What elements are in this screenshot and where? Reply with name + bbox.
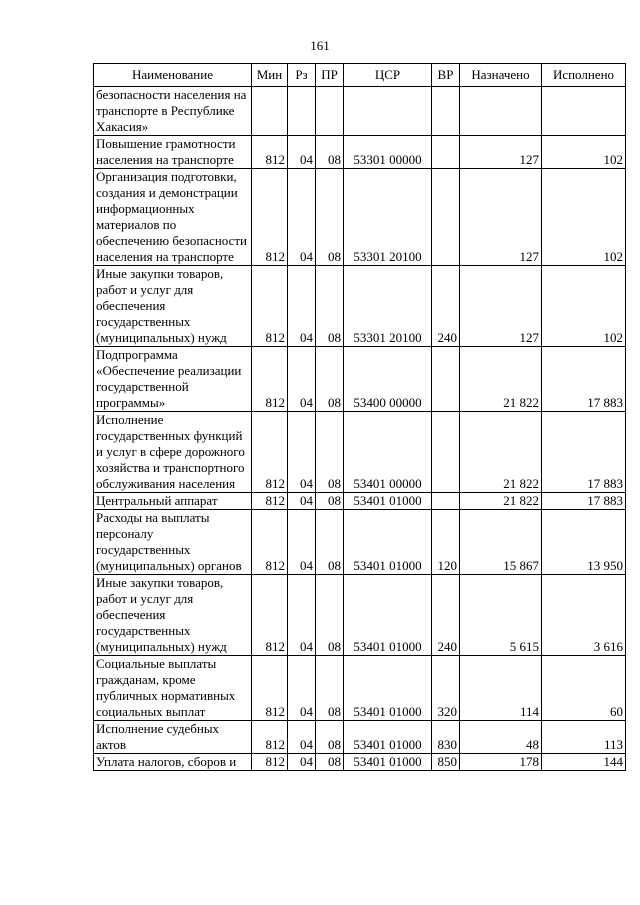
cell-pr: 08 xyxy=(316,493,344,510)
cell-name: Повышение грамотности населения на транспорте xyxy=(94,136,252,169)
cell-name: безопасности населения на транспорте в Республике Хакасия» xyxy=(94,87,252,136)
cell-vr xyxy=(432,87,460,136)
cell-csr: 53401 00000 xyxy=(344,412,432,493)
table-row xyxy=(94,169,626,266)
cell-planned: 114 xyxy=(460,656,542,721)
cell-csr: 53301 20100 xyxy=(344,169,432,266)
cell-pr: 08 xyxy=(316,721,344,754)
cell-planned: 21 822 xyxy=(460,412,542,493)
cell-rz: 04 xyxy=(288,656,316,721)
table-row xyxy=(94,493,626,510)
cell-name: Центральный аппарат xyxy=(94,493,252,510)
cell-pr: 08 xyxy=(316,510,344,575)
cell-planned: 127 xyxy=(460,169,542,266)
cell-vr xyxy=(432,347,460,412)
cell-name: Иные закупки товаров, работ и услуг для обеспечения государственных (муниципальных) нужд xyxy=(94,266,252,347)
table-header-row xyxy=(94,64,626,87)
cell-min: 812 xyxy=(252,656,288,721)
cell-csr: 53301 20100 xyxy=(344,266,432,347)
cell-rz: 04 xyxy=(288,493,316,510)
cell-executed: 17 883 xyxy=(542,412,626,493)
cell-csr: 53400 00000 xyxy=(344,347,432,412)
cell-pr: 08 xyxy=(316,412,344,493)
cell-vr xyxy=(432,169,460,266)
cell-csr: 53401 01000 xyxy=(344,656,432,721)
header-pr: ПР xyxy=(316,64,344,87)
cell-planned xyxy=(460,87,542,136)
cell-vr: 320 xyxy=(432,656,460,721)
table-row xyxy=(94,510,626,575)
cell-executed xyxy=(542,87,626,136)
budget-table xyxy=(93,63,626,771)
cell-planned: 48 xyxy=(460,721,542,754)
cell-min: 812 xyxy=(252,412,288,493)
cell-rz: 04 xyxy=(288,575,316,656)
cell-vr: 240 xyxy=(432,575,460,656)
cell-csr: 53401 01000 xyxy=(344,575,432,656)
cell-planned: 5 615 xyxy=(460,575,542,656)
cell-name: Исполнение государственных функций и услуг в сфере дорожного хозяйства и транспортного обслуживания населения xyxy=(94,412,252,493)
cell-name: Расходы на выплаты персоналу государственных (муниципальных) органов xyxy=(94,510,252,575)
cell-rz: 04 xyxy=(288,347,316,412)
cell-min: 812 xyxy=(252,347,288,412)
header-planned: Назначено xyxy=(460,64,542,87)
cell-executed: 17 883 xyxy=(542,347,626,412)
cell-rz: 04 xyxy=(288,510,316,575)
table-row xyxy=(94,721,626,754)
page-number: 161 xyxy=(310,38,330,53)
cell-executed: 102 xyxy=(542,266,626,347)
header-csr: ЦСР xyxy=(344,64,432,87)
cell-executed: 3 616 xyxy=(542,575,626,656)
cell-planned: 178 xyxy=(460,754,542,771)
cell-min xyxy=(252,87,288,136)
table-row xyxy=(94,412,626,493)
cell-vr xyxy=(432,412,460,493)
cell-min: 812 xyxy=(252,754,288,771)
cell-rz: 04 xyxy=(288,412,316,493)
cell-pr xyxy=(316,87,344,136)
table-body xyxy=(94,87,626,771)
cell-executed: 60 xyxy=(542,656,626,721)
cell-csr: 53401 01000 xyxy=(344,721,432,754)
cell-vr: 850 xyxy=(432,754,460,771)
cell-min: 812 xyxy=(252,136,288,169)
cell-pr: 08 xyxy=(316,136,344,169)
cell-vr: 120 xyxy=(432,510,460,575)
cell-pr: 08 xyxy=(316,266,344,347)
cell-executed: 144 xyxy=(542,754,626,771)
cell-vr xyxy=(432,493,460,510)
cell-planned: 15 867 xyxy=(460,510,542,575)
cell-csr: 53401 01000 xyxy=(344,510,432,575)
cell-planned: 127 xyxy=(460,136,542,169)
cell-pr: 08 xyxy=(316,575,344,656)
cell-name: Подпрограмма «Обеспечение реализации государственной программы» xyxy=(94,347,252,412)
cell-executed: 17 883 xyxy=(542,493,626,510)
cell-min: 812 xyxy=(252,169,288,266)
cell-name: Исполнение судебных актов xyxy=(94,721,252,754)
header-vr: ВР xyxy=(432,64,460,87)
header-rz: Рз xyxy=(288,64,316,87)
cell-name: Иные закупки товаров, работ и услуг для обеспечения государственных (муниципальных) нужд xyxy=(94,575,252,656)
cell-pr: 08 xyxy=(316,754,344,771)
cell-executed: 102 xyxy=(542,136,626,169)
table-row xyxy=(94,347,626,412)
cell-vr xyxy=(432,136,460,169)
table-row xyxy=(94,87,626,136)
cell-pr: 08 xyxy=(316,169,344,266)
cell-executed: 113 xyxy=(542,721,626,754)
cell-csr: 53401 01000 xyxy=(344,493,432,510)
cell-min: 812 xyxy=(252,266,288,347)
cell-name: Уплата налогов, сборов и xyxy=(94,754,252,771)
table-row xyxy=(94,575,626,656)
cell-planned: 21 822 xyxy=(460,493,542,510)
cell-min: 812 xyxy=(252,721,288,754)
cell-csr: 53301 00000 xyxy=(344,136,432,169)
cell-executed: 102 xyxy=(542,169,626,266)
cell-executed: 13 950 xyxy=(542,510,626,575)
cell-rz: 04 xyxy=(288,169,316,266)
cell-min: 812 xyxy=(252,575,288,656)
table-row xyxy=(94,136,626,169)
cell-pr: 08 xyxy=(316,347,344,412)
table-row xyxy=(94,656,626,721)
cell-rz: 04 xyxy=(288,754,316,771)
header-name: Наименование xyxy=(94,64,252,87)
table-row xyxy=(94,266,626,347)
table-row xyxy=(94,754,626,771)
cell-rz: 04 xyxy=(288,721,316,754)
cell-rz: 04 xyxy=(288,136,316,169)
cell-vr: 830 xyxy=(432,721,460,754)
cell-min: 812 xyxy=(252,510,288,575)
header-executed: Исполнено xyxy=(542,64,626,87)
cell-rz: 04 xyxy=(288,266,316,347)
cell-planned: 127 xyxy=(460,266,542,347)
cell-csr: 53401 01000 xyxy=(344,754,432,771)
cell-min: 812 xyxy=(252,493,288,510)
cell-planned: 21 822 xyxy=(460,347,542,412)
cell-pr: 08 xyxy=(316,656,344,721)
cell-vr: 240 xyxy=(432,266,460,347)
header-min: Мин xyxy=(252,64,288,87)
cell-csr xyxy=(344,87,432,136)
cell-name: Социальные выплаты гражданам, кроме публичных нормативных социальных выплат xyxy=(94,656,252,721)
cell-rz xyxy=(288,87,316,136)
cell-name: Организация подготовки, создания и демонстрации информационных материалов по обеспечению безопасности населения на транспорте xyxy=(94,169,252,266)
